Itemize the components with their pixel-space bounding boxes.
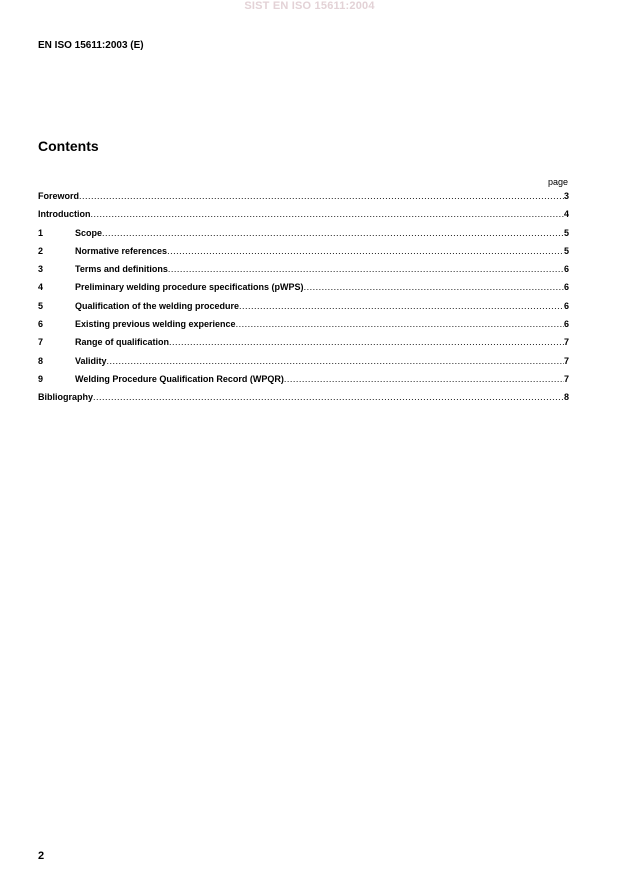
toc-entry-number: 2 xyxy=(38,245,44,256)
toc-entry-normative-references[interactable] xyxy=(38,246,569,264)
toc-entry-title: Preliminary welding procedure specifications (pWPS) xyxy=(75,282,304,293)
toc-entry-number: 6 xyxy=(38,319,44,330)
toc-entry-scope[interactable] xyxy=(38,228,569,246)
toc-entry-validity[interactable] xyxy=(38,356,569,374)
dot-leader xyxy=(167,246,564,256)
toc-entry-title: Qualification of the welding procedure xyxy=(75,300,240,311)
dot-leader xyxy=(93,392,564,402)
toc-entry-title: Bibliography xyxy=(38,392,94,403)
dot-leader xyxy=(107,356,564,366)
toc-entry-number: 4 xyxy=(38,282,44,293)
toc-entry-wpqr[interactable] xyxy=(38,374,569,392)
dot-leader xyxy=(284,374,564,384)
dot-leader xyxy=(169,337,564,347)
dot-leader xyxy=(102,228,564,238)
toc-entry-page: 5 xyxy=(563,245,569,256)
toc-entry-title: Foreword xyxy=(38,191,80,201)
toc-entry-number: 1 xyxy=(38,227,44,238)
toc-entry-title: Normative references xyxy=(75,245,168,256)
toc-entry-title: Scope xyxy=(75,227,103,238)
toc-entry-page: 4 xyxy=(563,209,569,220)
toc-entry-number: 5 xyxy=(38,300,44,311)
page-number: 2 xyxy=(38,850,45,862)
toc-entry-qualification[interactable] xyxy=(38,301,569,319)
toc-entry-title: Validity xyxy=(75,355,107,366)
toc-entry-number: 8 xyxy=(38,355,44,366)
toc-entry-page: 6 xyxy=(563,264,569,275)
toc-entry-title: Range of qualification xyxy=(75,337,170,348)
dot-leader xyxy=(304,282,564,292)
toc-entry-bibliography[interactable] xyxy=(38,392,569,410)
toc-entry-introduction[interactable] xyxy=(38,209,569,227)
toc-entry-page: 5 xyxy=(563,227,569,238)
toc-entry-page: 8 xyxy=(563,392,569,403)
toc-entry-page: 6 xyxy=(563,300,569,311)
document-id: EN ISO 15611:2003 (E) xyxy=(38,40,144,51)
toc-entry-title: Existing previous welding experience xyxy=(75,319,236,330)
dot-leader xyxy=(168,264,564,274)
watermark: SIST EN ISO 15611:2004 xyxy=(244,0,375,12)
toc-entry-existing-experience[interactable] xyxy=(38,319,569,337)
toc-entry-page: 6 xyxy=(563,282,569,293)
toc-entry-pwps[interactable] xyxy=(38,282,569,300)
toc-entry-foreword[interactable] xyxy=(38,191,569,209)
contents-heading: Contents xyxy=(38,138,99,154)
page-column-label: page xyxy=(547,177,568,187)
toc-entry-number: 7 xyxy=(38,337,44,348)
toc-entry-page: 3 xyxy=(563,191,569,201)
toc-entry-page: 7 xyxy=(563,355,569,366)
toc-entry-title: Terms and definitions xyxy=(75,264,168,275)
toc-entry-page: 7 xyxy=(563,337,569,348)
toc-entry-range-of-qualification[interactable] xyxy=(38,337,569,355)
dot-leader xyxy=(236,319,564,329)
toc-entry-title: Welding Procedure Qualification Record (WPQR) xyxy=(75,373,284,384)
dot-leader xyxy=(91,209,564,219)
toc-entry-terms-and-definitions[interactable] xyxy=(38,264,569,282)
toc-entry-title: Introduction xyxy=(38,209,91,220)
toc-entry-page: 7 xyxy=(563,373,569,384)
toc-entry-number: 9 xyxy=(38,373,44,384)
toc-entry-number: 3 xyxy=(38,264,44,275)
table-of-contents xyxy=(38,191,569,411)
dot-leader xyxy=(239,301,564,311)
dot-leader xyxy=(79,191,564,201)
toc-entry-page: 6 xyxy=(563,319,569,330)
